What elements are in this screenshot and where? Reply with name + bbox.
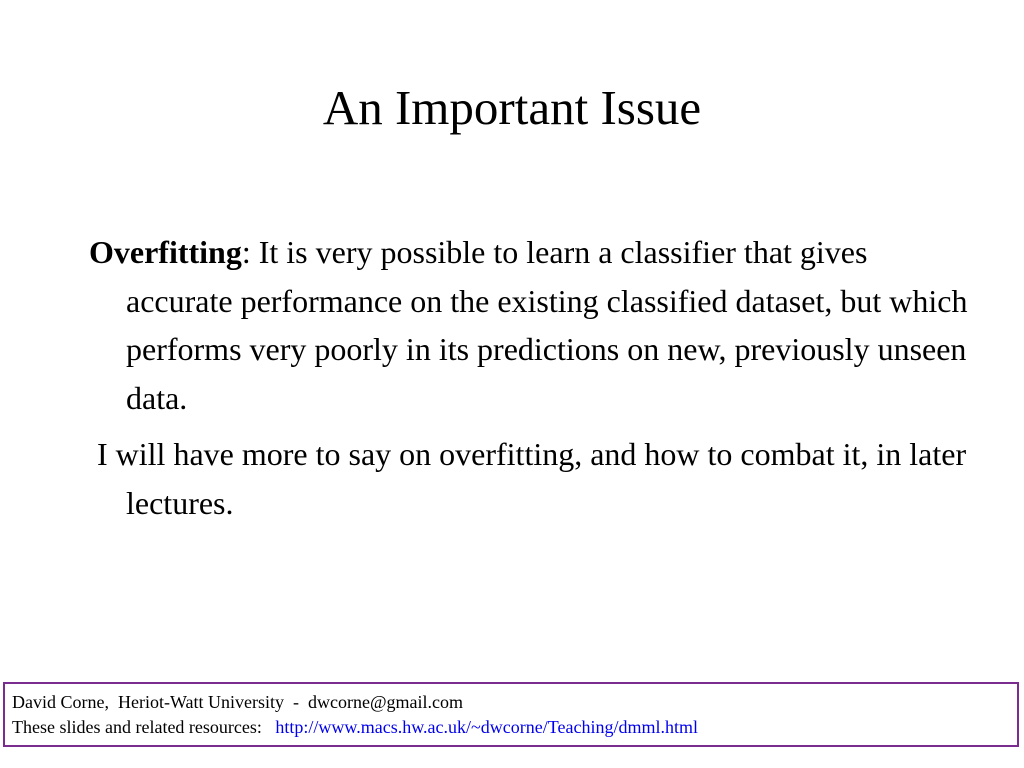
footer-author-line: David Corne, Heriot-Watt University - dwcorne@gmail.com bbox=[12, 692, 464, 712]
paragraph-overfitting-text: : It is very possible to learn a classifier that gives accurate performance on the existing classified dataset, but which performs very poorly in its predictions on new, previously unseen data. bbox=[126, 234, 968, 416]
paragraph-later-lectures: I will have more to say on overfitting, and how to combat it, in later lectures. bbox=[97, 436, 967, 521]
slide-body bbox=[89, 228, 969, 527]
footer-resources-link[interactable]: http://www.macs.hw.ac.uk/~dwcorne/Teaching/dmml.html bbox=[275, 717, 698, 737]
term-overfitting: Overfitting bbox=[89, 234, 242, 270]
slide-title: An Important Issue bbox=[322, 80, 702, 135]
footer-resources-label: These slides and related resources: bbox=[12, 717, 276, 737]
paragraph-overfitting bbox=[89, 228, 969, 422]
footer bbox=[3, 682, 1019, 747]
footer-resources-line bbox=[12, 715, 1017, 740]
